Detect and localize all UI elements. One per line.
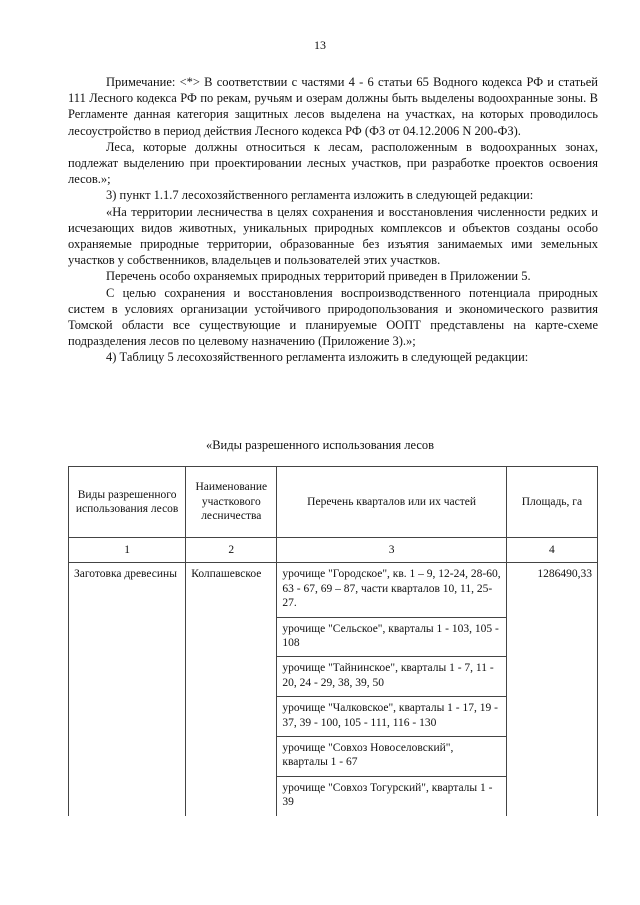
cell-quarters: урочище "Совхоз Новоселовский", кварталы 1 - 67 xyxy=(277,737,506,777)
page-number: 13 xyxy=(314,38,326,52)
cell-quarters: урочище "Тайнинское", кварталы 1 - 7, 11 - 20, 24 - 29, 38, 39, 50 xyxy=(277,657,506,697)
paragraph-water-protection: Леса, которые должны относиться к лесам, расположенным в водоохранных зонах, подлежат выделению при проектировании лесных участков, при разработке проектов освоения лесов.»; xyxy=(68,139,598,187)
header-forestry: Наименование участкового лесничества xyxy=(186,467,277,538)
cell-quarters: урочище "Сельское", кварталы 1 - 103, 105 - 108 xyxy=(277,617,506,657)
header-quarters: Перечень кварталов или их частей xyxy=(277,467,506,538)
column-number: 2 xyxy=(186,538,277,563)
paragraph-map-scheme: С целью сохранения и восстановления воспроизводственного потенциала природных систем в условиях организации устойчивого природопользования и экономического развития Томской области все существующие и планируемые ООПТ представлены на карте-схеме подразделения лесов по целевому назначению (Приложение 3).»; xyxy=(68,285,598,349)
header-area: Площадь, га xyxy=(506,467,597,538)
cell-quarters: урочище "Городское", кв. 1 – 9, 12-24, 28-60, 63 - 67, 69 – 87, части кварталов 10, 11, 25-27. xyxy=(277,563,506,617)
column-number: 3 xyxy=(277,538,506,563)
table-row xyxy=(69,563,598,617)
paragraph-item-4: 4) Таблицу 5 лесохозяйственного регламента изложить в следующей редакции: xyxy=(106,350,529,365)
permitted-uses-table xyxy=(68,466,598,816)
body-text xyxy=(68,74,598,366)
paragraph-protected-areas: «На территории лесничества в целях сохранения и восстановления численности редких и исчезающих видов животных, уникальных природных комплексов и объектов созданы особо охраняемые природные территории, образованные без изъятия занимаемых ими земельных участков у собственников, владельцев и пользователей этих участков. xyxy=(68,204,598,268)
cell-quarters: урочище "Совхоз Тогурский", кварталы 1 - 39 xyxy=(277,776,506,815)
table-title: «Виды разрешенного использования лесов xyxy=(205,438,435,452)
cell-forestry: Колпашевское xyxy=(186,563,277,816)
paragraph-item-3: 3) пункт 1.1.7 лесохозяйственного регламента изложить в следующей редакции: xyxy=(106,188,534,203)
column-number: 4 xyxy=(506,538,597,563)
paragraph-appendix-5: Перечень особо охраняемых природных территорий приведен в Приложении 5. xyxy=(106,269,531,284)
column-number: 1 xyxy=(69,538,186,563)
paragraph-note: Примечание: <*> В соответствии с частями 4 - 6 статьи 65 Водного кодекса РФ и статьей 111 Лесного кодекса РФ по рекам, ручьям и озерам должны быть выделены водоохранные зоны. В Регламенте данная категория защитных лесов выделена на участках, на которых проводилось лесоустройство в период действия Лесного кодекса РФ (ФЗ от 04.12.2006 N 200-ФЗ). xyxy=(68,75,598,138)
header-use-type: Виды разрешенного использования лесов xyxy=(69,467,186,538)
cell-area: 1286490,33 xyxy=(506,563,597,816)
cell-use-type: Заготовка древесины xyxy=(69,563,186,816)
table-header-row xyxy=(69,467,598,538)
cell-quarters: урочище "Чалковское", кварталы 1 - 17, 19 - 37, 39 - 100, 105 - 111, 116 - 130 xyxy=(277,697,506,737)
column-number-row xyxy=(69,538,598,563)
